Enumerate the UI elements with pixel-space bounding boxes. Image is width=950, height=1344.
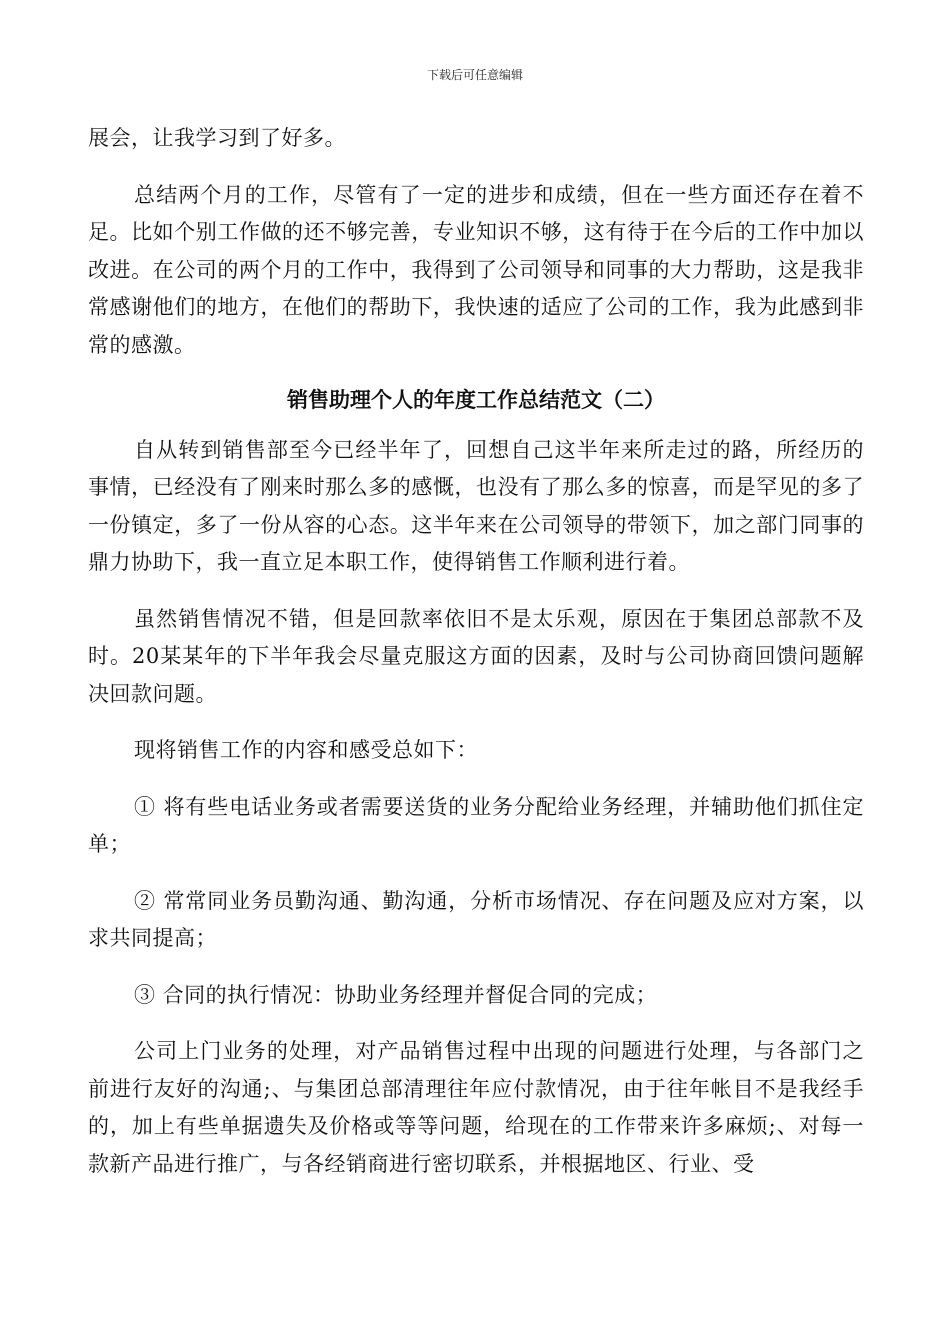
section-title: 销售助理个人的年度工作总结范文（二） [287, 388, 665, 412]
list-item-3: ③ 合同的执行情况：协助业务经理并督促合同的完成； [134, 982, 658, 1007]
paragraph-summary: 总结两个月的工作，尽管有了一定的进步和成绩，但在一些方面还存在着不足。比如个别工作做的还不够完善，专业知识不够，这有待于在今后的工作中加以改进。在公司的两个月的工作中，我得到了公司领导和同事的大力帮助，这是我非常感谢他们的地方，在他们的帮助下，我快速的适应了公司的工作，我为此感到非常的感激。 [88, 182, 864, 357]
paragraph-intro: 自从转到销售部至今已经半年了，回想自己这半年来所走过的路，所经历的事情，已经没有了刚来时那么多的感慨，也没有了那么多的惊喜，而是罕见的多了一份镇定，多了一份从容的心态。这半年来在公司领导的带领下，加之部门同事的鼎力协助下，我一直立足本职工作，使得销售工作顺利进行着。 [88, 437, 864, 574]
paragraph-collection: 虽然销售情况不错，但是回款率依旧不是太乐观，原因在于集团总部款不及时。20某某年的下半年我会尽量克服这方面的因素，及时与公司协商回馈问题解决回款问题。 [88, 606, 864, 706]
paragraph-duties: 公司上门业务的处理，对产品销售过程中出现的问题进行处理，与各部门之前进行友好的沟通;、与集团总部清理往年应付款情况，由于往年帐目不是我经手的，加上有些单据遗失及价格或等等问题，给现在的工作带来许多麻烦;、对每一款新产品进行推广，与各经销商进行密切联系，并根据地区、行业、受 [88, 1039, 864, 1176]
list-item-2: ② 常常同业务员勤沟通、勤沟通，分析市场情况、存在问题及应对方案，以求共同提高； [88, 888, 864, 950]
list-item-1: ① 将有些电话业务或者需要送货的业务分配给业务经理，并辅助他们抓住定单； [88, 794, 864, 856]
document-body [88, 120, 864, 1183]
page-header-note: 下载后可任意编辑 [426, 68, 523, 82]
paragraph-list-intro: 现将销售工作的内容和感受总如下： [134, 738, 478, 762]
paragraph-continuation: 展会，让我学习到了好多。 [88, 126, 346, 150]
